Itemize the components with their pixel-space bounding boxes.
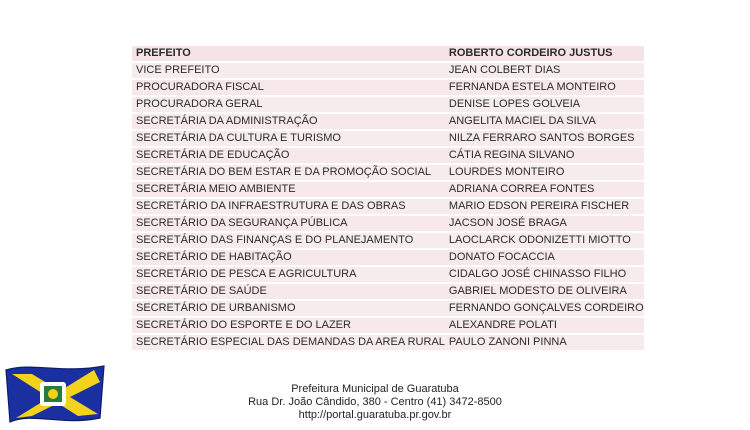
role-cell: SECRETÁRIA DO BEM ESTAR E DA PROMOÇÃO SOCIAL <box>132 164 445 181</box>
table-row <box>132 130 644 147</box>
table-row <box>132 147 644 164</box>
name-cell: LAOCLARCK ODONIZETTI MIOTTO <box>445 232 644 249</box>
footer-url[interactable]: http://portal.guaratuba.pr.gov.br <box>298 409 452 421</box>
name-cell: JACSON JOSÉ BRAGA <box>445 215 644 232</box>
name-cell: ROBERTO CORDEIRO JUSTUS <box>445 46 644 62</box>
role-cell: SECRETÁRIA DA ADMINISTRAÇÃO <box>132 113 445 130</box>
table-row <box>132 334 644 351</box>
footer-address: Rua Dr. João Cândido, 380 - Centro (41) 3472-8500 <box>248 396 502 408</box>
table-row <box>132 164 644 181</box>
table-row <box>132 300 644 317</box>
table-row <box>132 46 644 62</box>
name-cell: ALEXANDRE POLATI <box>445 317 644 334</box>
role-cell: SECRETÁRIO DAS FINANÇAS E DO PLANEJAMENTO <box>132 232 445 249</box>
name-cell: PAULO ZANONI PINNA <box>445 334 644 351</box>
role-cell: PREFEITO <box>132 46 445 62</box>
table-row <box>132 215 644 232</box>
name-cell: GABRIEL MODESTO DE OLIVEIRA <box>445 283 644 300</box>
role-cell: SECRETÁRIO DE PESCA E AGRICULTURA <box>132 266 445 283</box>
table-row <box>132 317 644 334</box>
officials-table <box>132 46 644 352</box>
role-cell: SECRETÁRIO DE URBANISMO <box>132 300 445 317</box>
name-cell: CÁTIA REGINA SILVANO <box>445 147 644 164</box>
role-cell: SECRETÁRIO DA INFRAESTRUTURA E DAS OBRAS <box>132 198 445 215</box>
role-cell: PROCURADORA FISCAL <box>132 79 445 96</box>
role-cell: VICE PREFEITO <box>132 62 445 79</box>
table-row <box>132 79 644 96</box>
name-cell: ANGELITA MACIEL DA SILVA <box>445 113 644 130</box>
name-cell: FERNANDA ESTELA MONTEIRO <box>445 79 644 96</box>
table-row <box>132 181 644 198</box>
role-cell: SECRETÁRIO DA SEGURANÇA PÚBLICA <box>132 215 445 232</box>
table-row <box>132 113 644 130</box>
footer-org-name: Prefeitura Municipal de Guaratuba <box>291 383 459 395</box>
table-row <box>132 232 644 249</box>
role-cell: SECRETÁRIO DE HABITAÇÃO <box>132 249 445 266</box>
role-cell: SECRETÁRIO DE SAÚDE <box>132 283 445 300</box>
name-cell: JEAN COLBERT DIAS <box>445 62 644 79</box>
table-row <box>132 62 644 79</box>
role-cell: SECRETÁRIA DE EDUCAÇÃO <box>132 147 445 164</box>
name-cell: LOURDES MONTEIRO <box>445 164 644 181</box>
name-cell: DENISE LOPES GOLVEIA <box>445 96 644 113</box>
name-cell: ADRIANA CORREA FONTES <box>445 181 644 198</box>
role-cell: SECRETÁRIO DO ESPORTE E DO LAZER <box>132 317 445 334</box>
table-row <box>132 96 644 113</box>
role-cell: SECRETÁRIA DA CULTURA E TURISMO <box>132 130 445 147</box>
name-cell: CIDALGO JOSÉ CHINASSO FILHO <box>445 266 644 283</box>
table-row <box>132 266 644 283</box>
footer <box>0 383 750 422</box>
table-row <box>132 249 644 266</box>
name-cell: MARIO EDSON PEREIRA FISCHER <box>445 198 644 215</box>
role-cell: PROCURADORA GERAL <box>132 96 445 113</box>
table-row <box>132 283 644 300</box>
role-cell: SECRETÁRIA MEIO AMBIENTE <box>132 181 445 198</box>
name-cell: NILZA FERRARO SANTOS BORGES <box>445 130 644 147</box>
table-row <box>132 198 644 215</box>
name-cell: FERNANDO GONÇALVES CORDEIRO <box>445 300 644 317</box>
role-cell: SECRETÁRIO ESPECIAL DAS DEMANDAS DA AREA RURAL <box>132 334 445 351</box>
name-cell: DONATO FOCACCIA <box>445 249 644 266</box>
